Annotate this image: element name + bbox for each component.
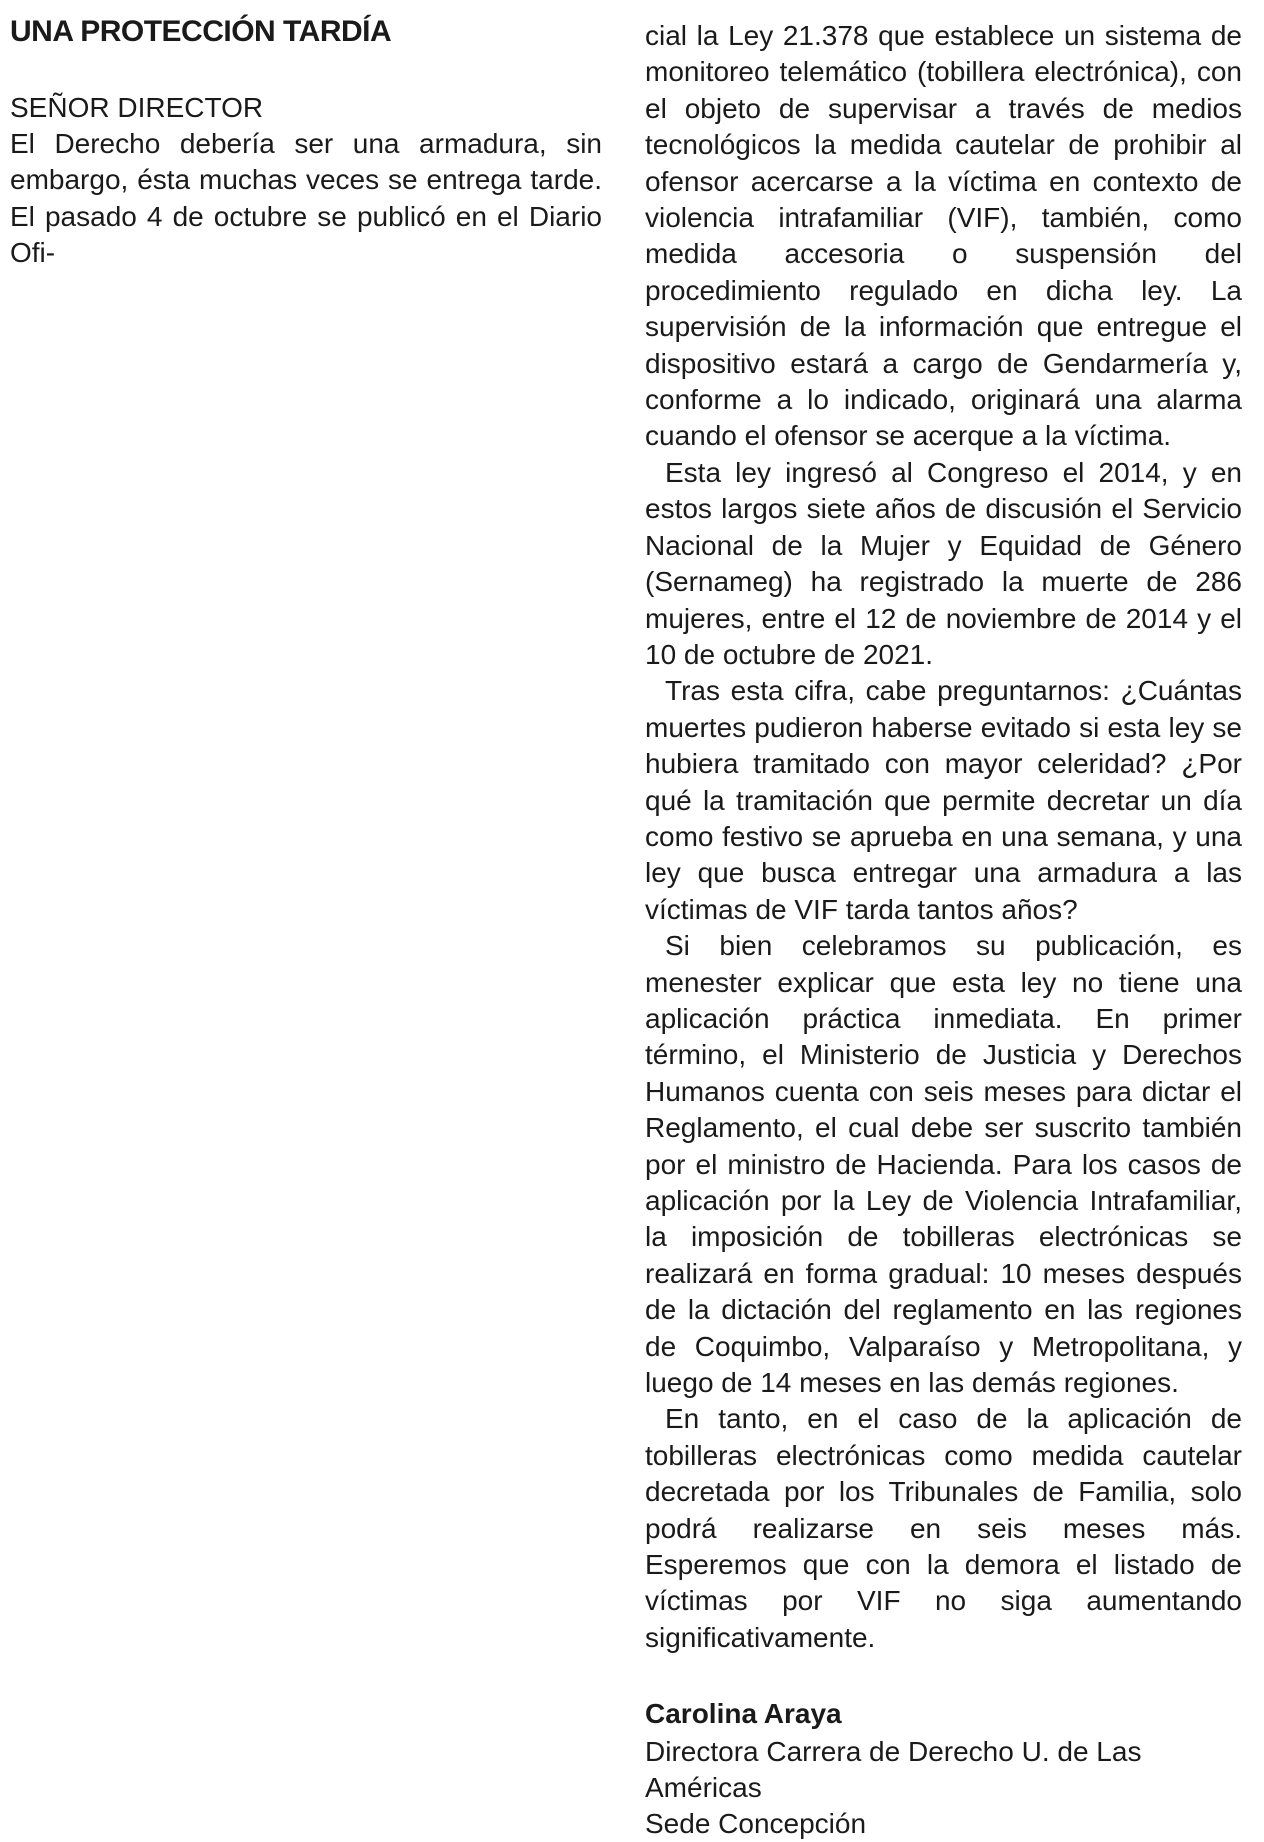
paragraph-3: Tras esta cifra, cabe preguntarnos: ¿Cuántas muertes pudieron haberse evitado si esta ley se hubiera tramitado con mayor celeridad? ¿Por qué la tramitación que permite decretar un día como festivo se aprueba en una semana, y una ley que busca entregar una armadura a las víctimas de VIF tarda tantos años? xyxy=(645,675,1242,925)
paragraph-1-continued: cial la Ley 21.378 que establece un sistema de monitoreo telemático (tobillera electrónica), con el objeto de supervisar a través de medios tecnológicos la medida cautelar de prohibir al ofensor acercarse a la víctima en contexto de violencia intrafamiliar (VIF), también, como medida accesoria o suspensión del procedimiento regulado en dicha ley. La supervisión de la información que entregue el dispositivo estará a cargo de Gendarmería y, conforme a lo indicado, originará una alarma cuando el ofensor se acerque a la víctima. xyxy=(645,20,1242,452)
left-column xyxy=(10,12,602,272)
signature-block xyxy=(645,1696,1242,1842)
paragraph-1-start: El Derecho debería ser una armadura, sin embargo, ésta muchas veces se entrega tarde. El pasado 4 de octubre se publicó en el Diario Ofi- xyxy=(10,128,602,269)
salutation: SEÑOR DIRECTOR xyxy=(10,92,264,123)
author-location: Sede Concepción xyxy=(645,1808,867,1840)
headline: UNA PROTECCIÓN TARDÍA xyxy=(10,15,392,48)
author-name: Carolina Araya xyxy=(645,1698,842,1730)
author-title: Directora Carrera de Derecho U. de Las Américas xyxy=(645,1736,1142,1804)
right-column xyxy=(645,18,1242,1842)
paragraph-5: En tanto, en el caso de la aplicación de tobilleras electrónicas como medida cautelar decretada por los Tribunales de Familia, solo podrá realizarse en seis meses más. Esperemos que con la demora el listado de víctimas por VIF no siga aumentando significativamente. xyxy=(645,1403,1242,1653)
paragraph-2: Esta ley ingresó al Congreso el 2014, y en estos largos siete años de discusión el Servicio Nacional de la Mujer y Equidad de Género (Sernameg) ha registrado la muerte de 286 mujeres, entre el 12 de noviembre de 2014 y el 10 de octubre de 2021. xyxy=(645,456,1242,670)
paragraph-4: Si bien celebramos su publicación, es menester explicar que esta ley no tiene una aplicación práctica inmediata. En primer término, el Ministerio de Justicia y Derechos Humanos cuenta con seis meses para dictar el Reglamento, el cual debe ser suscrito también por el ministro de Hacienda. Para los casos de aplicación por la Ley de Violencia Intrafamiliar, la imposición de tobilleras electrónicas se realizará en forma gradual: 10 meses después de la dictación del reglamento en las regiones de Coquimbo, Valparaíso y Metropolitana, y luego de 14 meses en las demás regiones. xyxy=(645,930,1242,1399)
